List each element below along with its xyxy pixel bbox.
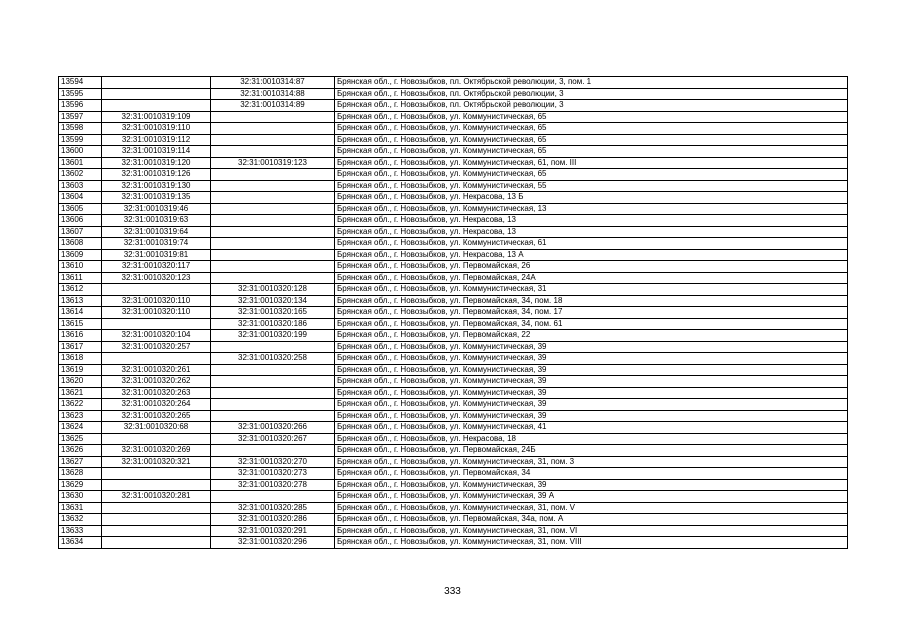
land-cadastral-number-cell xyxy=(102,502,211,514)
row-number-cell: 13625 xyxy=(59,433,102,445)
address-cell: Брянская обл., г. Новозыбков, ул. Первомайская, 26 xyxy=(335,261,848,273)
address-cell: Брянская обл., г. Новозыбков, ул. Коммунистическая, 31 xyxy=(335,284,848,296)
row-number-cell: 13622 xyxy=(59,399,102,411)
land-cadastral-number-cell xyxy=(102,284,211,296)
land-cadastral-number-cell: 32:31:0010319:46 xyxy=(102,203,211,215)
table-row xyxy=(59,146,848,158)
table-row xyxy=(59,387,848,399)
address-cell: Брянская обл., г. Новозыбков, пл. Октябрьской революции, 3 xyxy=(335,88,848,100)
land-cadastral-number-cell: 32:31:0010320:110 xyxy=(102,307,211,319)
land-cadastral-number-cell xyxy=(102,100,211,112)
table-row xyxy=(59,272,848,284)
building-cadastral-number-cell: 32:31:0010320:266 xyxy=(211,422,335,434)
building-cadastral-number-cell xyxy=(211,410,335,422)
building-cadastral-number-cell: 32:31:0010320:270 xyxy=(211,456,335,468)
row-number-cell: 13630 xyxy=(59,491,102,503)
table-row xyxy=(59,169,848,181)
table-row xyxy=(59,134,848,146)
row-number-cell: 13615 xyxy=(59,318,102,330)
building-cadastral-number-cell xyxy=(211,387,335,399)
table-row xyxy=(59,456,848,468)
table-row xyxy=(59,77,848,89)
row-number-cell: 13603 xyxy=(59,180,102,192)
row-number-cell: 13616 xyxy=(59,330,102,342)
table-row xyxy=(59,514,848,526)
address-cell: Брянская обл., г. Новозыбков, ул. Первомайская, 34, пом. 17 xyxy=(335,307,848,319)
row-number-cell: 13596 xyxy=(59,100,102,112)
table-row xyxy=(59,318,848,330)
land-cadastral-number-cell: 32:31:0010320:261 xyxy=(102,364,211,376)
land-cadastral-number-cell: 32:31:0010319:64 xyxy=(102,226,211,238)
row-number-cell: 13613 xyxy=(59,295,102,307)
address-cell: Брянская обл., г. Новозыбков, ул. Коммунистическая, 65 xyxy=(335,146,848,158)
land-cadastral-number-cell: 32:31:0010319:109 xyxy=(102,111,211,123)
land-cadastral-number-cell: 32:31:0010320:321 xyxy=(102,456,211,468)
land-cadastral-number-cell: 32:31:0010319:114 xyxy=(102,146,211,158)
land-cadastral-number-cell: 32:31:0010320:257 xyxy=(102,341,211,353)
land-cadastral-number-cell: 32:31:0010320:262 xyxy=(102,376,211,388)
building-cadastral-number-cell: 32:31:0010320:296 xyxy=(211,537,335,549)
address-cell: Брянская обл., г. Новозыбков, ул. Коммунистическая, 39 А xyxy=(335,491,848,503)
row-number-cell: 13612 xyxy=(59,284,102,296)
table-row xyxy=(59,180,848,192)
building-cadastral-number-cell xyxy=(211,111,335,123)
table-row xyxy=(59,433,848,445)
row-number-cell: 13627 xyxy=(59,456,102,468)
land-cadastral-number-cell: 32:31:0010320:110 xyxy=(102,295,211,307)
table-row xyxy=(59,341,848,353)
land-cadastral-number-cell xyxy=(102,479,211,491)
address-cell: Брянская обл., г. Новозыбков, ул. Первомайская, 34, пом. 18 xyxy=(335,295,848,307)
address-cell: Брянская обл., г. Новозыбков, ул. Первомайская, 22 xyxy=(335,330,848,342)
row-number-cell: 13600 xyxy=(59,146,102,158)
table-row xyxy=(59,376,848,388)
building-cadastral-number-cell xyxy=(211,238,335,250)
land-cadastral-number-cell: 32:31:0010320:269 xyxy=(102,445,211,457)
row-number-cell: 13632 xyxy=(59,514,102,526)
address-cell: Брянская обл., г. Новозыбков, ул. Коммунистическая, 39 xyxy=(335,353,848,365)
building-cadastral-number-cell xyxy=(211,399,335,411)
building-cadastral-number-cell: 32:31:0010320:273 xyxy=(211,468,335,480)
row-number-cell: 13629 xyxy=(59,479,102,491)
building-cadastral-number-cell xyxy=(211,123,335,135)
row-number-cell: 13620 xyxy=(59,376,102,388)
address-cell: Брянская обл., г. Новозыбков, ул. Коммунистическая, 39 xyxy=(335,410,848,422)
address-cell: Брянская обл., г. Новозыбков, ул. Коммунистическая, 65 xyxy=(335,111,848,123)
land-cadastral-number-cell: 32:31:0010319:130 xyxy=(102,180,211,192)
row-number-cell: 13614 xyxy=(59,307,102,319)
address-cell: Брянская обл., г. Новозыбков, ул. Первомайская, 24Б xyxy=(335,445,848,457)
address-cell: Брянская обл., г. Новозыбков, ул. Некрасова, 13 Б xyxy=(335,192,848,204)
land-cadastral-number-cell: 32:31:0010319:126 xyxy=(102,169,211,181)
land-cadastral-number-cell: 32:31:0010320:264 xyxy=(102,399,211,411)
land-cadastral-number-cell: 32:31:0010319:112 xyxy=(102,134,211,146)
land-cadastral-number-cell: 32:31:0010319:81 xyxy=(102,249,211,261)
row-number-cell: 13607 xyxy=(59,226,102,238)
land-cadastral-number-cell xyxy=(102,77,211,89)
table-row xyxy=(59,123,848,135)
building-cadastral-number-cell xyxy=(211,445,335,457)
address-cell: Брянская обл., г. Новозыбков, ул. Коммунистическая, 41 xyxy=(335,422,848,434)
row-number-cell: 13599 xyxy=(59,134,102,146)
land-cadastral-number-cell: 32:31:0010320:104 xyxy=(102,330,211,342)
address-cell: Брянская обл., г. Новозыбков, ул. Первомайская, 24А xyxy=(335,272,848,284)
land-cadastral-number-cell xyxy=(102,537,211,549)
building-cadastral-number-cell: 32:31:0010319:123 xyxy=(211,157,335,169)
row-number-cell: 13598 xyxy=(59,123,102,135)
address-cell: Брянская обл., г. Новозыбков, ул. Коммунистическая, 39 xyxy=(335,479,848,491)
table-row xyxy=(59,468,848,480)
table-row xyxy=(59,353,848,365)
row-number-cell: 13619 xyxy=(59,364,102,376)
building-cadastral-number-cell: 32:31:0010320:267 xyxy=(211,433,335,445)
building-cadastral-number-cell xyxy=(211,180,335,192)
building-cadastral-number-cell: 32:31:0010314:89 xyxy=(211,100,335,112)
address-cell: Брянская обл., г. Новозыбков, ул. Коммунистическая, 61, пом. III xyxy=(335,157,848,169)
row-number-cell: 13628 xyxy=(59,468,102,480)
row-number-cell: 13606 xyxy=(59,215,102,227)
address-cell: Брянская обл., г. Новозыбков, ул. Коммунистическая, 39 xyxy=(335,376,848,388)
registry-table xyxy=(58,76,848,549)
row-number-cell: 13601 xyxy=(59,157,102,169)
table-row xyxy=(59,284,848,296)
address-cell: Брянская обл., г. Новозыбков, ул. Коммунистическая, 31, пом. 3 xyxy=(335,456,848,468)
table-row xyxy=(59,226,848,238)
table-row xyxy=(59,238,848,250)
address-cell: Брянская обл., г. Новозыбков, ул. Коммунистическая, 31, пом. VI xyxy=(335,525,848,537)
row-number-cell: 13618 xyxy=(59,353,102,365)
page-number: 333 xyxy=(444,586,461,597)
row-number-cell: 13621 xyxy=(59,387,102,399)
table-row xyxy=(59,261,848,273)
table-row xyxy=(59,330,848,342)
land-cadastral-number-cell: 32:31:0010319:63 xyxy=(102,215,211,227)
building-cadastral-number-cell xyxy=(211,249,335,261)
building-cadastral-number-cell: 32:31:0010320:134 xyxy=(211,295,335,307)
table-row xyxy=(59,111,848,123)
land-cadastral-number-cell: 32:31:0010319:120 xyxy=(102,157,211,169)
row-number-cell: 13597 xyxy=(59,111,102,123)
building-cadastral-number-cell: 32:31:0010314:87 xyxy=(211,77,335,89)
land-cadastral-number-cell: 32:31:0010319:135 xyxy=(102,192,211,204)
address-cell: Брянская обл., г. Новозыбков, ул. Коммунистическая, 55 xyxy=(335,180,848,192)
address-cell: Брянская обл., г. Новозыбков, ул. Коммунистическая, 65 xyxy=(335,169,848,181)
building-cadastral-number-cell: 32:31:0010320:186 xyxy=(211,318,335,330)
table-row xyxy=(59,399,848,411)
address-cell: Брянская обл., г. Новозыбков, ул. Коммунистическая, 31, пом. V xyxy=(335,502,848,514)
building-cadastral-number-cell xyxy=(211,341,335,353)
table-row xyxy=(59,410,848,422)
table-row xyxy=(59,249,848,261)
table-row xyxy=(59,203,848,215)
address-cell: Брянская обл., г. Новозыбков, ул. Первомайская, 34, пом. 61 xyxy=(335,318,848,330)
address-cell: Брянская обл., г. Новозыбков, ул. Коммунистическая, 61 xyxy=(335,238,848,250)
table-row xyxy=(59,88,848,100)
building-cadastral-number-cell: 32:31:0010320:286 xyxy=(211,514,335,526)
land-cadastral-number-cell xyxy=(102,433,211,445)
building-cadastral-number-cell xyxy=(211,226,335,238)
land-cadastral-number-cell xyxy=(102,468,211,480)
address-cell: Брянская обл., г. Новозыбков, пл. Октябрьской революции, 3, пом. 1 xyxy=(335,77,848,89)
table-row xyxy=(59,422,848,434)
building-cadastral-number-cell xyxy=(211,261,335,273)
building-cadastral-number-cell: 32:31:0010320:165 xyxy=(211,307,335,319)
address-cell: Брянская обл., г. Новозыбков, пл. Октябрьской революции, 3 xyxy=(335,100,848,112)
row-number-cell: 13594 xyxy=(59,77,102,89)
row-number-cell: 13626 xyxy=(59,445,102,457)
table-row xyxy=(59,307,848,319)
building-cadastral-number-cell: 32:31:0010320:199 xyxy=(211,330,335,342)
address-cell: Брянская обл., г. Новозыбков, ул. Коммунистическая, 65 xyxy=(335,123,848,135)
table-row xyxy=(59,479,848,491)
row-number-cell: 13634 xyxy=(59,537,102,549)
registry-table-body xyxy=(59,77,848,549)
land-cadastral-number-cell xyxy=(102,318,211,330)
table-row xyxy=(59,445,848,457)
building-cadastral-number-cell: 32:31:0010320:258 xyxy=(211,353,335,365)
row-number-cell: 13609 xyxy=(59,249,102,261)
table-row xyxy=(59,364,848,376)
table-row xyxy=(59,525,848,537)
table-row xyxy=(59,295,848,307)
row-number-cell: 13611 xyxy=(59,272,102,284)
address-cell: Брянская обл., г. Новозыбков, ул. Коммунистическая, 65 xyxy=(335,134,848,146)
land-cadastral-number-cell: 32:31:0010319:74 xyxy=(102,238,211,250)
table-row xyxy=(59,215,848,227)
table-row xyxy=(59,537,848,549)
address-cell: Брянская обл., г. Новозыбков, ул. Коммунистическая, 31, пом. VIII xyxy=(335,537,848,549)
land-cadastral-number-cell: 32:31:0010320:123 xyxy=(102,272,211,284)
address-cell: Брянская обл., г. Новозыбков, ул. Некрасова, 13 xyxy=(335,215,848,227)
row-number-cell: 13595 xyxy=(59,88,102,100)
building-cadastral-number-cell xyxy=(211,192,335,204)
row-number-cell: 13624 xyxy=(59,422,102,434)
address-cell: Брянская обл., г. Новозыбков, ул. Коммунистическая, 39 xyxy=(335,387,848,399)
building-cadastral-number-cell xyxy=(211,203,335,215)
building-cadastral-number-cell: 32:31:0010320:128 xyxy=(211,284,335,296)
address-cell: Брянская обл., г. Новозыбков, ул. Коммунистическая, 39 xyxy=(335,399,848,411)
row-number-cell: 13610 xyxy=(59,261,102,273)
building-cadastral-number-cell: 32:31:0010320:278 xyxy=(211,479,335,491)
row-number-cell: 13633 xyxy=(59,525,102,537)
land-cadastral-number-cell xyxy=(102,353,211,365)
address-cell: Брянская обл., г. Новозыбков, ул. Первомайская, 34а, пом. А xyxy=(335,514,848,526)
address-cell: Брянская обл., г. Новозыбков, ул. Некрасова, 13 xyxy=(335,226,848,238)
table-row xyxy=(59,157,848,169)
address-cell: Брянская обл., г. Новозыбков, ул. Коммунистическая, 39 xyxy=(335,364,848,376)
row-number-cell: 13623 xyxy=(59,410,102,422)
land-cadastral-number-cell: 32:31:0010320:68 xyxy=(102,422,211,434)
land-cadastral-number-cell: 32:31:0010320:117 xyxy=(102,261,211,273)
table-row xyxy=(59,100,848,112)
row-number-cell: 13605 xyxy=(59,203,102,215)
land-cadastral-number-cell xyxy=(102,514,211,526)
row-number-cell: 13617 xyxy=(59,341,102,353)
table-row xyxy=(59,192,848,204)
building-cadastral-number-cell xyxy=(211,364,335,376)
address-cell: Брянская обл., г. Новозыбков, ул. Некрасова, 18 xyxy=(335,433,848,445)
building-cadastral-number-cell xyxy=(211,169,335,181)
land-cadastral-number-cell xyxy=(102,525,211,537)
building-cadastral-number-cell: 32:31:0010320:285 xyxy=(211,502,335,514)
row-number-cell: 13608 xyxy=(59,238,102,250)
building-cadastral-number-cell: 32:31:0010314:88 xyxy=(211,88,335,100)
building-cadastral-number-cell xyxy=(211,272,335,284)
address-cell: Брянская обл., г. Новозыбков, ул. Первомайская, 34 xyxy=(335,468,848,480)
address-cell: Брянская обл., г. Новозыбков, ул. Коммунистическая, 13 xyxy=(335,203,848,215)
row-number-cell: 13602 xyxy=(59,169,102,181)
land-cadastral-number-cell: 32:31:0010320:281 xyxy=(102,491,211,503)
building-cadastral-number-cell xyxy=(211,146,335,158)
row-number-cell: 13631 xyxy=(59,502,102,514)
land-cadastral-number-cell: 32:31:0010320:265 xyxy=(102,410,211,422)
land-cadastral-number-cell: 32:31:0010319:110 xyxy=(102,123,211,135)
building-cadastral-number-cell xyxy=(211,491,335,503)
table-row xyxy=(59,491,848,503)
address-cell: Брянская обл., г. Новозыбков, ул. Некрасова, 13 А xyxy=(335,249,848,261)
table-row xyxy=(59,502,848,514)
building-cadastral-number-cell xyxy=(211,134,335,146)
land-cadastral-number-cell xyxy=(102,88,211,100)
building-cadastral-number-cell xyxy=(211,215,335,227)
land-cadastral-number-cell: 32:31:0010320:263 xyxy=(102,387,211,399)
building-cadastral-number-cell: 32:31:0010320:291 xyxy=(211,525,335,537)
row-number-cell: 13604 xyxy=(59,192,102,204)
building-cadastral-number-cell xyxy=(211,376,335,388)
address-cell: Брянская обл., г. Новозыбков, ул. Коммунистическая, 39 xyxy=(335,341,848,353)
